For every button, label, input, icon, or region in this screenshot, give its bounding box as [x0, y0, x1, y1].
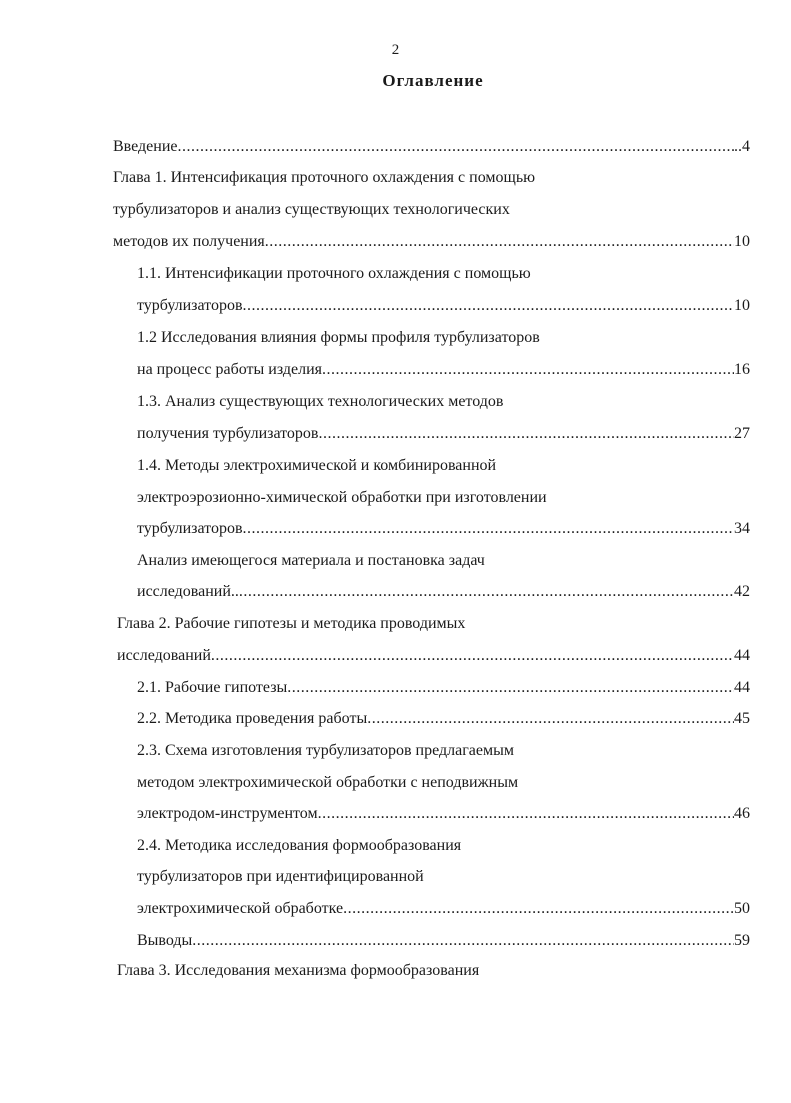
toc-entry-text: 1.3. Анализ существующих технологических методов: [137, 393, 504, 410]
toc-entry-text: 2.2. Методика проведения работы: [137, 710, 368, 727]
page-number: 2: [391, 42, 400, 58]
toc-entry-text: Введение: [113, 138, 178, 155]
toc-page-number: 59: [734, 932, 750, 949]
toc-entry-text: электродом-инструментом: [137, 805, 318, 822]
toc-page-number: 50: [734, 900, 750, 917]
toc-entry: [137, 836, 461, 856]
toc-dot-leader: [243, 519, 735, 539]
toc-entry-text: на процесс работы изделия: [137, 361, 323, 378]
toc-entry-text: получения турбулизаторов: [137, 425, 319, 442]
toc-dot-leader: [343, 899, 734, 919]
toc-entry-text: Выводы: [137, 932, 193, 949]
toc-page-number: 10: [734, 233, 750, 250]
toc-entry: [117, 961, 479, 981]
toc-page-number: 16: [734, 361, 750, 378]
toc-entry: [113, 168, 535, 188]
toc-dot-leader: [178, 137, 735, 157]
toc-entry: [137, 709, 750, 729]
toc-dot-leader: [318, 804, 734, 824]
toc-entry-text: турбулизаторов: [137, 520, 243, 537]
toc-entry-text: Анализ имеющегося материала и постановка задач: [137, 552, 485, 569]
toc-entry: [137, 741, 514, 761]
toc-entry-text: 2.4. Методика исследования формообразования: [137, 837, 462, 854]
toc-entry-text: исследований: [117, 647, 211, 664]
toc-entry: [113, 200, 510, 220]
toc-entry: [137, 424, 750, 444]
toc-page-number: 46: [734, 805, 750, 822]
toc-entry-text: 1.4. Методы электрохимической и комбинированной: [137, 457, 497, 474]
toc-page-number: 34: [734, 520, 750, 537]
page-title: Оглавление: [382, 71, 484, 90]
toc-dot-leader: [211, 646, 734, 666]
toc-page-number: ..4: [734, 138, 750, 155]
toc-entry: [137, 456, 496, 476]
toc-entry-text: электрохимической обработке: [137, 900, 344, 917]
toc-entry: [117, 614, 465, 634]
toc-entry-text: методом электрохимической обработки с неподвижным: [137, 774, 519, 791]
toc-page-number: 45: [734, 710, 750, 727]
toc-entry: [137, 773, 518, 793]
toc-entry-text: 1.1. Интенсификации проточного охлаждения с помощью: [137, 265, 531, 282]
toc-entry-text: турбулизаторов при идентифицированной: [137, 868, 424, 885]
toc-dot-leader: [265, 232, 734, 252]
toc-entry: [117, 646, 750, 666]
toc-entry-text: Глава 1. Интенсификация проточного охлаждения с помощью: [113, 169, 536, 186]
toc-entry: [113, 137, 750, 157]
toc-entry-text: 2.3. Схема изготовления турбулизаторов предлагаемым: [137, 742, 514, 759]
toc-entry-text: методов их получения: [113, 233, 265, 250]
toc-dot-leader: [322, 360, 734, 380]
toc-page-number: 10: [734, 297, 750, 314]
toc-entry-text: 1.2 Исследования влияния формы профиля турбулизаторов: [137, 329, 540, 346]
toc-dot-leader: [367, 709, 734, 729]
toc-entry: [137, 899, 750, 919]
toc-dot-leader: [192, 931, 734, 951]
toc-entry: [137, 804, 750, 824]
toc-dot-leader: [239, 582, 734, 602]
toc-entry: [137, 867, 424, 887]
toc-entry: [137, 392, 503, 412]
toc-page-number: 42: [734, 583, 750, 600]
toc-entry: [137, 488, 547, 508]
toc-entry-text: электроэрозионно-химической обработки при изготовлении: [137, 489, 547, 506]
toc-page-number: 44: [734, 679, 750, 696]
toc-entry: [137, 931, 750, 951]
toc-entry: [137, 551, 485, 571]
toc-dot-leader: [243, 296, 735, 316]
toc-entry: [113, 232, 750, 252]
toc-entry: [137, 582, 750, 602]
toc-entry-text: Глава 3. Исследования механизма формообразования: [117, 962, 480, 979]
toc-entry: [137, 296, 750, 316]
toc-dot-leader: [318, 424, 734, 444]
toc-page-number: 44: [734, 647, 750, 664]
toc-entry: [137, 264, 531, 284]
toc-entry: [137, 678, 750, 698]
toc-entry-text: исследований..: [137, 583, 239, 600]
toc-entry-text: Глава 2. Рабочие гипотезы и методика проводимых: [117, 615, 466, 632]
toc-entry-text: турбулизаторов и анализ существующих технологических: [113, 201, 510, 218]
toc-page-number: 27: [734, 425, 750, 442]
toc-entry: [137, 328, 540, 348]
toc-entry: [137, 360, 750, 380]
toc-dot-leader: [287, 678, 734, 698]
toc-entry-text: 2.1. Рабочие гипотезы: [137, 679, 288, 696]
toc-entry: [137, 519, 750, 539]
toc-entry-text: турбулизаторов: [137, 297, 243, 314]
